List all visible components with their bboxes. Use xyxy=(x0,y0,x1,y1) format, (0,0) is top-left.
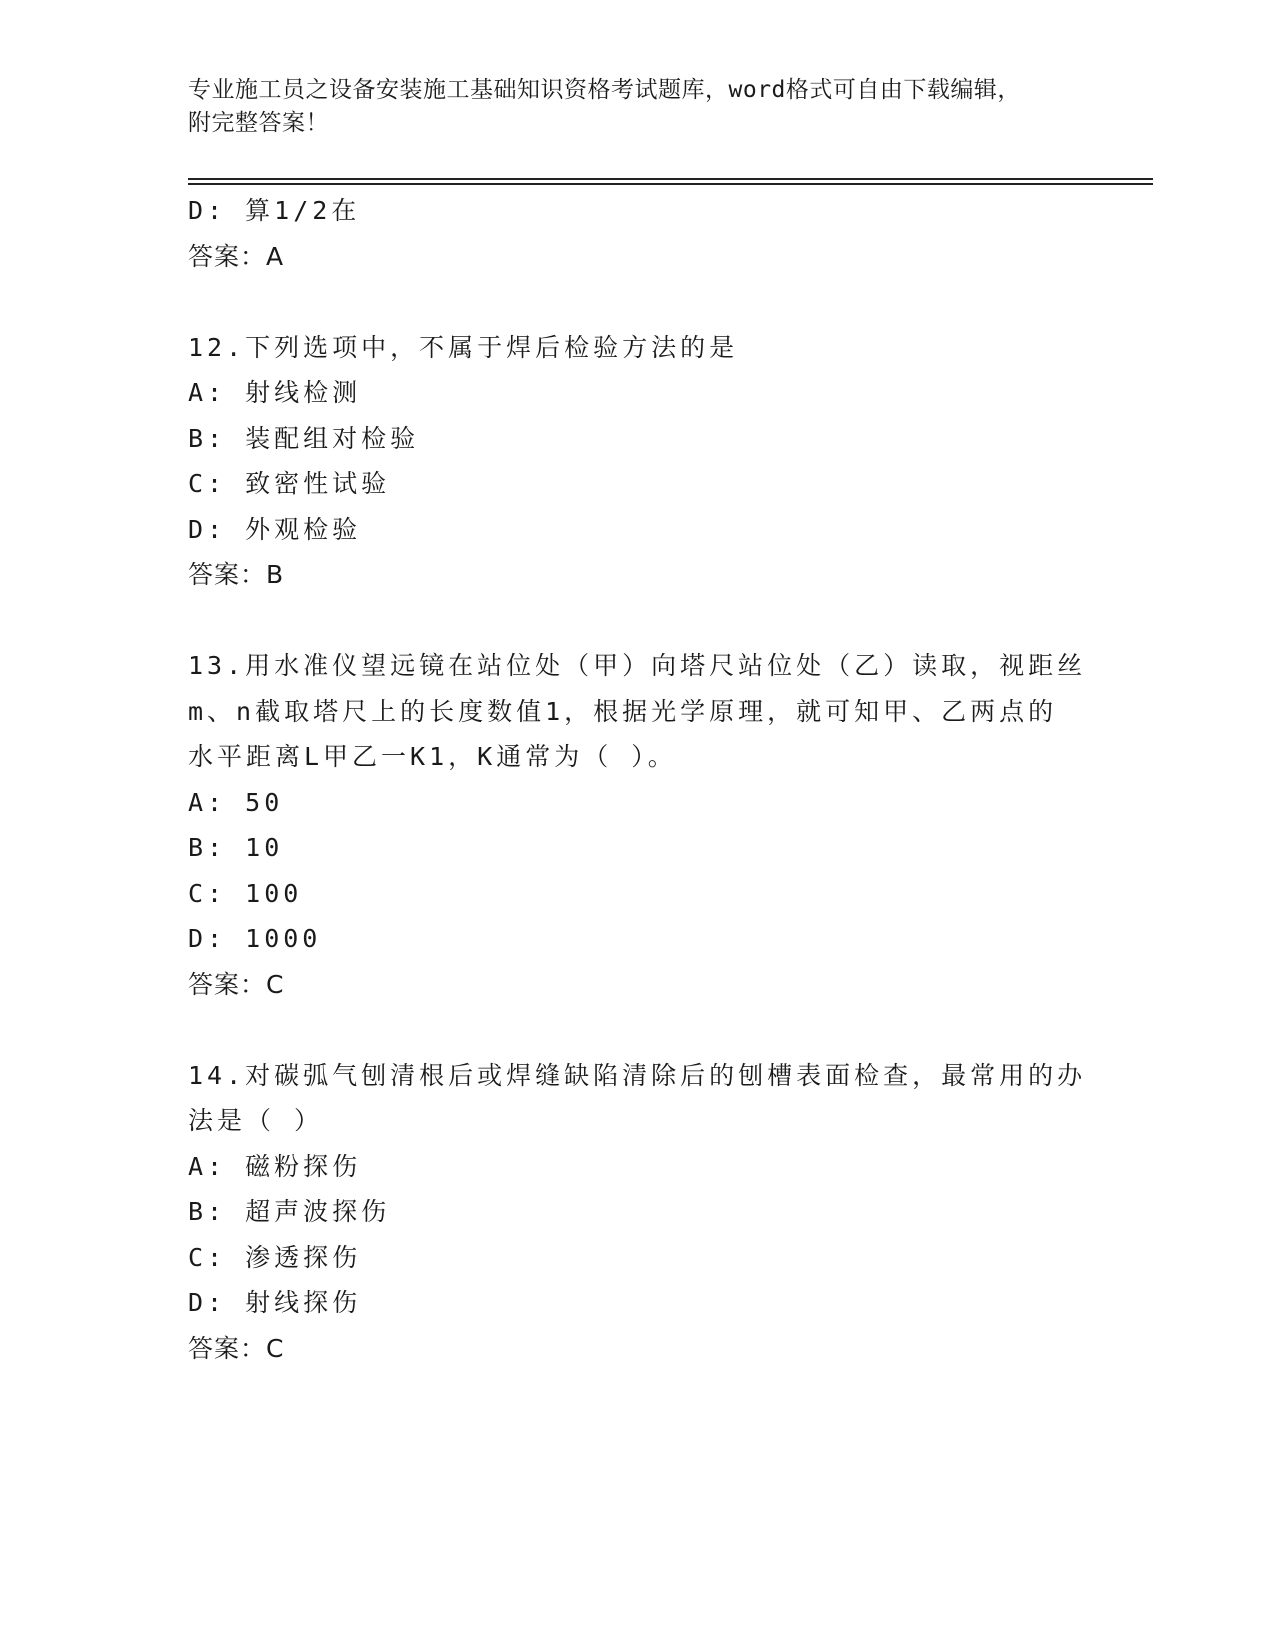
question-text-line-3: 水平距离L甲乙一K1，K通常为（ ）。 xyxy=(188,742,677,771)
document-header xyxy=(188,74,1088,140)
question-text-line-1: 13.用水准仪望远镜在站位处（甲）向塔尺站位处（乙）读取，视距丝 xyxy=(188,651,1087,680)
answer-line: 答案：B xyxy=(188,560,285,589)
option-d: D: 外观检验 xyxy=(188,514,362,544)
option-c: C: 渗透探伤 xyxy=(188,1242,362,1272)
option-d: D: 算1/2在 xyxy=(188,196,361,225)
header-title-line-2: 附完整答案！ xyxy=(188,110,329,136)
option-c: C: 致密性试验 xyxy=(188,469,391,498)
spacer xyxy=(188,279,1088,325)
header-divider xyxy=(188,178,1153,180)
option-a: A: 磁粉探伤 xyxy=(188,1151,362,1181)
option-b: B: 装配组对检验 xyxy=(188,423,420,453)
option-b: B: 10 xyxy=(188,833,284,862)
option-d: D: 1000 xyxy=(188,924,322,953)
answer-line: 答案：C xyxy=(188,1333,285,1363)
answer-line: 答案：C xyxy=(188,969,285,999)
header-divider-secondary xyxy=(188,183,1153,185)
question-14 xyxy=(188,1053,1088,1372)
question-text: 12.下列选项中，不属于焊后检验方法的是 xyxy=(188,332,739,362)
answer-line: 答案：A xyxy=(188,241,285,271)
spacer xyxy=(188,1007,1088,1053)
question-text-line-1: 14.对碳弧气刨清根后或焊缝缺陷清除后的刨槽表面检查，最常用的办 xyxy=(188,1060,1087,1090)
spacer xyxy=(188,598,1088,644)
document-body xyxy=(188,188,1088,1371)
header-title-line-1: 专业施工员之设备安装施工基础知识资格考试题库，word格式可自由下载编辑， xyxy=(188,77,1021,103)
option-d: D: 射线探伤 xyxy=(188,1288,362,1317)
option-a: A: 射线检测 xyxy=(188,378,362,407)
option-a: A: 50 xyxy=(188,787,284,817)
question-12 xyxy=(188,325,1088,598)
question-13 xyxy=(188,643,1088,1007)
question-text-line-2: m、n截取塔尺上的长度数值1，根据光学原理，就可知甲、乙两点的 xyxy=(188,696,1058,726)
question-text-line-2: 法是（ ） xyxy=(188,1106,324,1135)
option-c: C: 100 xyxy=(188,878,303,908)
option-b: B: 超声波探伤 xyxy=(188,1197,391,1226)
